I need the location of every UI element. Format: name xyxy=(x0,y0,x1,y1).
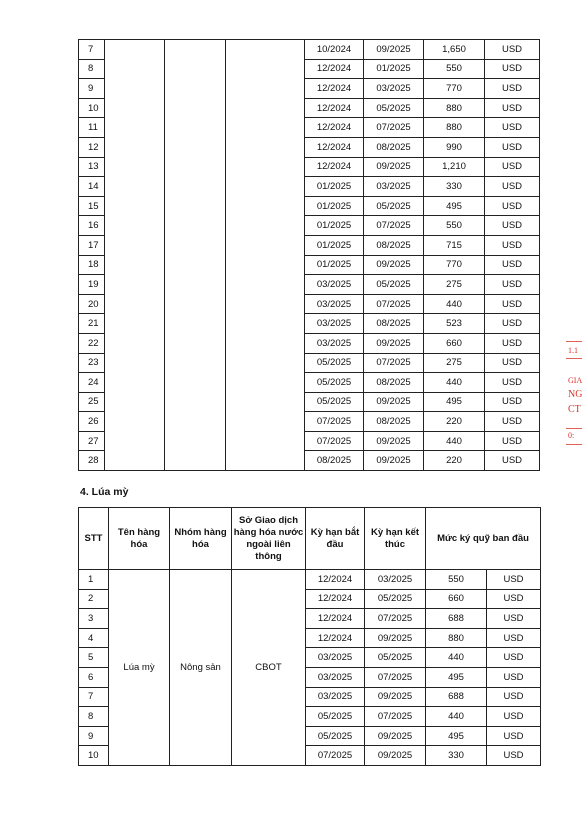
cell-stt: 20 xyxy=(79,294,105,314)
cell-stt: 19 xyxy=(79,275,105,295)
cell-end: 07/2025 xyxy=(365,609,426,629)
cell-amount: 495 xyxy=(424,392,485,412)
cell-end: 09/2025 xyxy=(364,255,424,275)
cell-currency: USD xyxy=(485,275,540,295)
cell-stt: 7 xyxy=(79,687,109,707)
cell-stt: 17 xyxy=(79,235,105,255)
cell-end: 05/2025 xyxy=(364,275,424,295)
cell-stt: 25 xyxy=(79,392,105,412)
cell-currency: USD xyxy=(487,609,541,629)
cell-stt: 9 xyxy=(79,79,105,99)
cell-product-group: Nông sản xyxy=(170,570,232,766)
cell-end: 08/2025 xyxy=(364,137,424,157)
cell-end: 08/2025 xyxy=(364,373,424,393)
cell-end: 03/2025 xyxy=(364,177,424,197)
cell-start: 05/2025 xyxy=(305,392,364,412)
cell-end: 07/2025 xyxy=(365,707,426,727)
cell-currency: USD xyxy=(485,177,540,197)
cell-start: 03/2025 xyxy=(305,333,364,353)
cell-start: 12/2024 xyxy=(305,59,364,79)
cell-exchange xyxy=(226,40,305,471)
cell-start: 12/2024 xyxy=(306,609,365,629)
cell-amount: 440 xyxy=(426,648,487,668)
cell-amount: 688 xyxy=(426,687,487,707)
table-row xyxy=(79,570,541,590)
cell-currency: USD xyxy=(487,589,541,609)
cell-start: 01/2025 xyxy=(305,216,364,236)
cell-stt: 15 xyxy=(79,196,105,216)
cell-amount: 440 xyxy=(424,373,485,393)
cell-start: 03/2025 xyxy=(305,314,364,334)
cell-start: 12/2024 xyxy=(306,589,365,609)
cell-currency: USD xyxy=(485,196,540,216)
stamp-text-3: NG xyxy=(568,389,582,400)
header-exchange: Sở Giao dịch hàng hóa nước ngoài liên thông xyxy=(232,508,306,570)
cell-currency: USD xyxy=(485,118,540,138)
cell-amount: 440 xyxy=(426,707,487,727)
header-start: Kỳ hạn bắt đầu xyxy=(306,508,365,570)
cell-currency: USD xyxy=(485,314,540,334)
cell-stt: 16 xyxy=(79,216,105,236)
cell-currency: USD xyxy=(487,628,541,648)
cell-stt: 9 xyxy=(79,726,109,746)
cell-start: 12/2024 xyxy=(305,157,364,177)
cell-start: 05/2025 xyxy=(306,726,365,746)
cell-currency: USD xyxy=(485,216,540,236)
table-body xyxy=(79,570,541,766)
cell-end: 09/2025 xyxy=(364,157,424,177)
cell-start: 03/2025 xyxy=(305,294,364,314)
cell-start: 07/2025 xyxy=(305,431,364,451)
cell-start: 12/2024 xyxy=(305,98,364,118)
cell-currency: USD xyxy=(485,59,540,79)
cell-amount: 495 xyxy=(426,726,487,746)
cell-start: 01/2025 xyxy=(305,177,364,197)
cell-amount: 1,210 xyxy=(424,157,485,177)
cell-start: 12/2024 xyxy=(305,118,364,138)
cell-amount: 330 xyxy=(424,177,485,197)
cell-currency: USD xyxy=(485,353,540,373)
cell-stt: 3 xyxy=(79,609,109,629)
header-margin: Mức ký quỹ ban đầu xyxy=(426,508,541,570)
cell-start: 07/2025 xyxy=(306,746,365,766)
cell-end: 05/2025 xyxy=(364,98,424,118)
cell-end: 05/2025 xyxy=(365,648,426,668)
cell-amount: 220 xyxy=(424,412,485,432)
cell-end: 09/2025 xyxy=(365,687,426,707)
cell-end: 09/2025 xyxy=(365,628,426,648)
cell-end: 09/2025 xyxy=(364,431,424,451)
cell-stt: 26 xyxy=(79,412,105,432)
cell-stt: 21 xyxy=(79,314,105,334)
cell-amount: 880 xyxy=(424,118,485,138)
cell-product-name: Lúa mỳ xyxy=(109,570,170,766)
cell-end: 03/2025 xyxy=(365,570,426,590)
cell-stt: 2 xyxy=(79,589,109,609)
cell-start: 12/2024 xyxy=(306,570,365,590)
wheat-margin-table xyxy=(78,507,541,766)
cell-currency: USD xyxy=(487,726,541,746)
cell-end: 09/2025 xyxy=(365,726,426,746)
cell-end: 07/2025 xyxy=(364,118,424,138)
cell-amount: 220 xyxy=(424,451,485,471)
cell-amount: 275 xyxy=(424,275,485,295)
cell-amount: 660 xyxy=(424,333,485,353)
cell-start: 12/2024 xyxy=(306,628,365,648)
cell-currency: USD xyxy=(485,40,540,60)
cell-currency: USD xyxy=(485,157,540,177)
cell-stt: 23 xyxy=(79,353,105,373)
cell-amount: 550 xyxy=(424,59,485,79)
cell-amount: 550 xyxy=(424,216,485,236)
cell-amount: 715 xyxy=(424,235,485,255)
cell-currency: USD xyxy=(485,137,540,157)
cell-start: 05/2025 xyxy=(306,707,365,727)
cell-end: 05/2025 xyxy=(365,589,426,609)
cell-end: 09/2025 xyxy=(364,392,424,412)
cell-stt: 22 xyxy=(79,333,105,353)
cell-stt: 14 xyxy=(79,177,105,197)
stamp-text-2: GIA xyxy=(568,376,582,385)
cell-start: 01/2025 xyxy=(305,196,364,216)
cell-exchange: CBOT xyxy=(232,570,306,766)
cell-stt: 18 xyxy=(79,255,105,275)
cell-end: 07/2025 xyxy=(364,216,424,236)
cell-amount: 440 xyxy=(424,294,485,314)
cell-currency: USD xyxy=(485,235,540,255)
cell-start: 12/2024 xyxy=(305,79,364,99)
cell-end: 08/2025 xyxy=(364,314,424,334)
cell-stt: 7 xyxy=(79,40,105,60)
cell-start: 03/2025 xyxy=(306,687,365,707)
cell-stt: 6 xyxy=(79,667,109,687)
cell-currency: USD xyxy=(485,431,540,451)
cell-start: 01/2025 xyxy=(305,235,364,255)
cell-currency: USD xyxy=(485,294,540,314)
cell-amount: 440 xyxy=(424,431,485,451)
cell-currency: USD xyxy=(485,412,540,432)
margin-table-continued xyxy=(78,39,540,471)
cell-amount: 880 xyxy=(424,98,485,118)
cell-stt: 28 xyxy=(79,451,105,471)
table-row xyxy=(79,40,540,60)
cell-start: 12/2024 xyxy=(305,137,364,157)
cell-end: 09/2025 xyxy=(364,40,424,60)
cell-amount: 550 xyxy=(426,570,487,590)
cell-start: 01/2025 xyxy=(305,255,364,275)
cell-stt: 10 xyxy=(79,98,105,118)
cell-start: 05/2025 xyxy=(305,373,364,393)
header-stt: STT xyxy=(79,508,109,570)
stamp-text-5: 0: xyxy=(568,431,575,440)
cell-currency: USD xyxy=(485,79,540,99)
cell-end: 07/2025 xyxy=(364,353,424,373)
cell-end: 01/2025 xyxy=(364,59,424,79)
cell-currency: USD xyxy=(485,373,540,393)
cell-name xyxy=(105,40,165,471)
cell-currency: USD xyxy=(487,687,541,707)
cell-end: 09/2025 xyxy=(364,333,424,353)
cell-start: 08/2025 xyxy=(305,451,364,471)
cell-end: 07/2025 xyxy=(364,294,424,314)
cell-currency: USD xyxy=(487,707,541,727)
cell-stt: 24 xyxy=(79,373,105,393)
cell-currency: USD xyxy=(485,451,540,471)
cell-currency: USD xyxy=(487,746,541,766)
cell-start: 07/2025 xyxy=(305,412,364,432)
cell-currency: USD xyxy=(487,667,541,687)
cell-end: 08/2025 xyxy=(364,235,424,255)
cell-amount: 275 xyxy=(424,353,485,373)
table-body xyxy=(79,40,540,471)
cell-amount: 688 xyxy=(426,609,487,629)
header-name: Tên hàng hóa xyxy=(109,508,170,570)
cell-amount: 495 xyxy=(424,196,485,216)
cell-stt: 12 xyxy=(79,137,105,157)
cell-amount: 523 xyxy=(424,314,485,334)
cell-group xyxy=(165,40,226,471)
cell-start: 03/2025 xyxy=(305,275,364,295)
cell-end: 08/2025 xyxy=(364,412,424,432)
cell-amount: 880 xyxy=(426,628,487,648)
cell-start: 03/2025 xyxy=(306,667,365,687)
cell-stt: 8 xyxy=(79,707,109,727)
table-header-row xyxy=(79,508,541,570)
header-end: Kỳ hạn kết thúc xyxy=(365,508,426,570)
cell-stt: 5 xyxy=(79,648,109,668)
cell-stt: 4 xyxy=(79,628,109,648)
stamp-text-4: CT xyxy=(568,404,581,415)
cell-amount: 1,650 xyxy=(424,40,485,60)
cell-amount: 660 xyxy=(426,589,487,609)
cell-start: 05/2025 xyxy=(305,353,364,373)
cell-currency: USD xyxy=(487,648,541,668)
cell-stt: 10 xyxy=(79,746,109,766)
cell-start: 10/2024 xyxy=(305,40,364,60)
cell-amount: 495 xyxy=(426,667,487,687)
cell-stt: 27 xyxy=(79,431,105,451)
cell-currency: USD xyxy=(485,255,540,275)
cell-start: 03/2025 xyxy=(306,648,365,668)
cell-stt: 13 xyxy=(79,157,105,177)
cell-amount: 330 xyxy=(426,746,487,766)
cell-end: 05/2025 xyxy=(364,196,424,216)
cell-stt: 8 xyxy=(79,59,105,79)
cell-currency: USD xyxy=(485,333,540,353)
cell-amount: 990 xyxy=(424,137,485,157)
cell-stt: 1 xyxy=(79,570,109,590)
stamp-text-1: 1.1 xyxy=(568,346,578,355)
cell-end: 07/2025 xyxy=(365,667,426,687)
cell-amount: 770 xyxy=(424,255,485,275)
cell-amount: 770 xyxy=(424,79,485,99)
cell-end: 03/2025 xyxy=(364,79,424,99)
cell-end: 09/2025 xyxy=(364,451,424,471)
header-group: Nhóm hàng hóa xyxy=(170,508,232,570)
cell-currency: USD xyxy=(487,570,541,590)
cell-currency: USD xyxy=(485,392,540,412)
cell-stt: 11 xyxy=(79,118,105,138)
section-heading: 4. Lúa mỳ xyxy=(80,486,129,498)
cell-end: 09/2025 xyxy=(365,746,426,766)
cell-currency: USD xyxy=(485,98,540,118)
